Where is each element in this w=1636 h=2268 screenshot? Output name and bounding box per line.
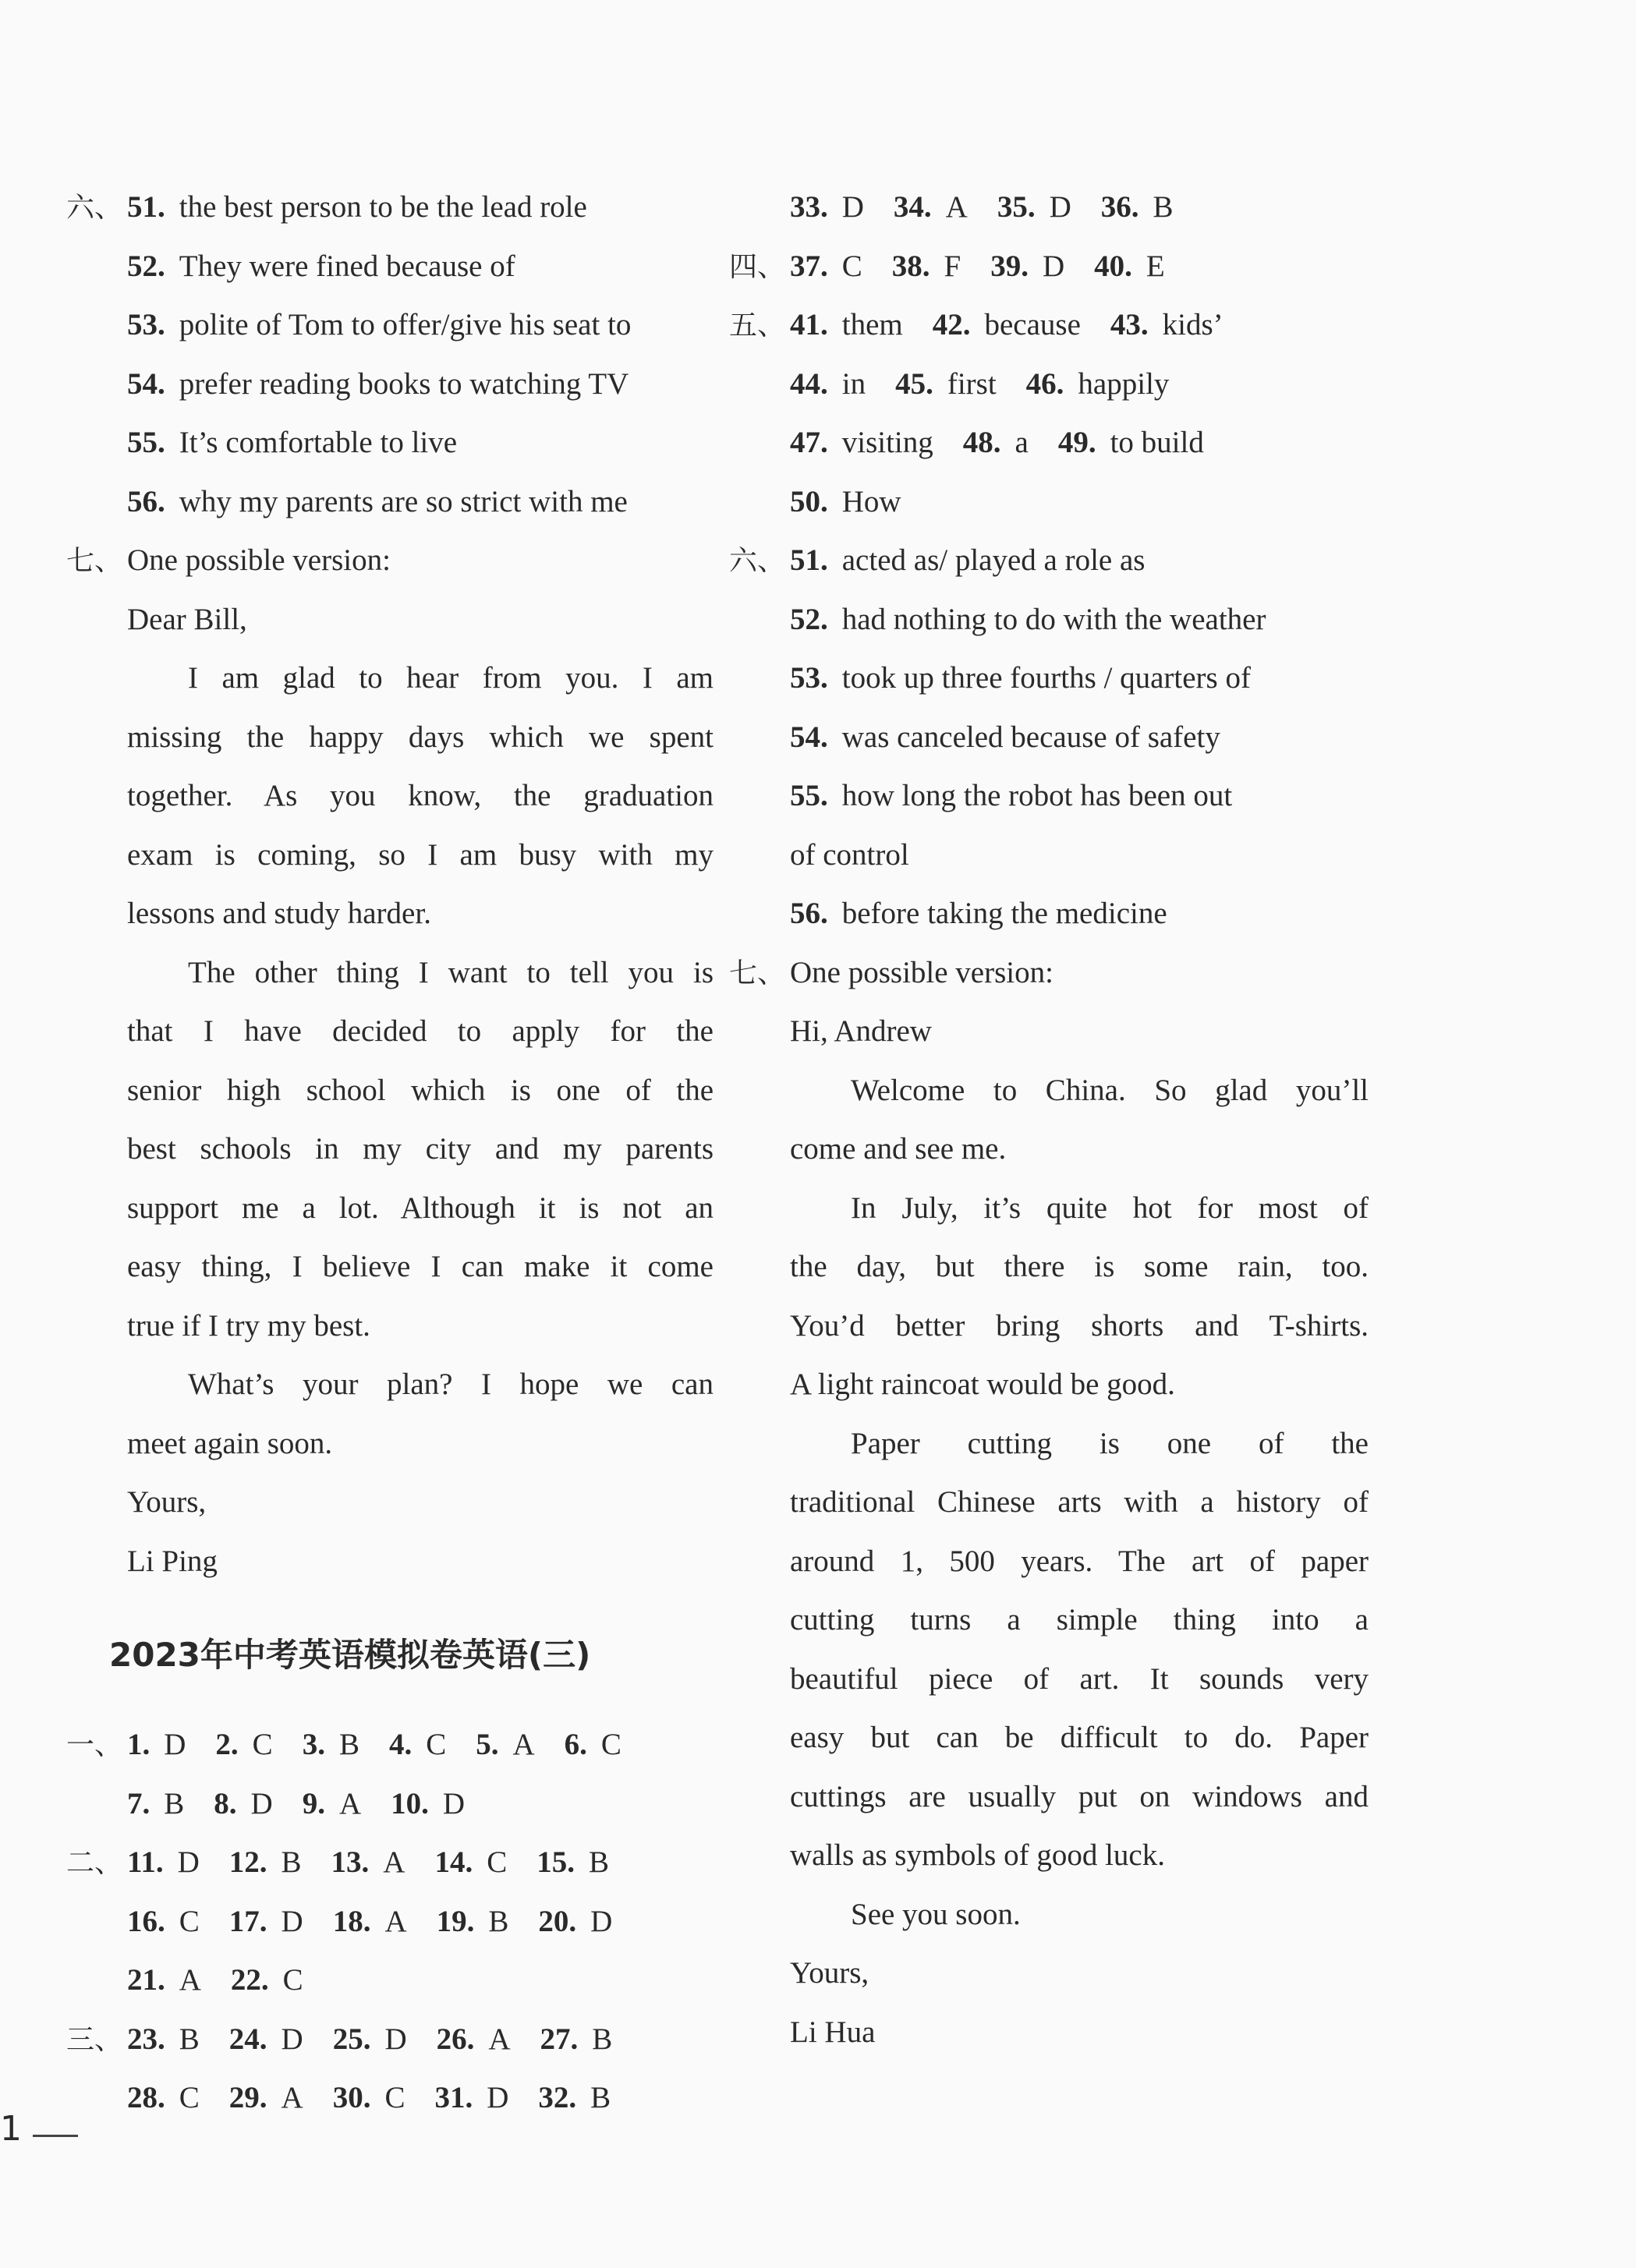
exam-heading: 2023年中考英语模拟卷英语(三) — [109, 1636, 591, 1674]
section-marker: 四、 — [729, 250, 786, 283]
answer-text: before taking the medicine — [841, 897, 1167, 930]
question-number: 13. — [331, 1845, 370, 1879]
letter-line: meet again soon. — [127, 1426, 333, 1460]
question-number: 26. — [436, 2022, 475, 2056]
letter-line: What’s your plan? I hope we can — [188, 1368, 714, 1401]
question-number: 18. — [332, 1904, 371, 1938]
section-marker: 六、 — [729, 545, 786, 577]
answer-value: because — [984, 308, 1081, 341]
question-number: 5. — [476, 1728, 499, 1761]
answer-value: C — [282, 1963, 303, 1997]
answer-value: A — [338, 1786, 362, 1820]
letter-line: true if I try my best. — [127, 1308, 370, 1343]
letter-line: You’d better bring shorts and T-shirts. — [790, 1308, 1369, 1343]
question-number: 3. — [302, 1728, 325, 1761]
answer-value: C — [600, 1728, 621, 1761]
answer-value: A — [384, 1904, 407, 1938]
answer-row — [729, 708, 1369, 767]
answer-value: D — [1042, 249, 1065, 283]
question-number: 22. — [230, 1963, 269, 1997]
question-number: 11. — [127, 1845, 164, 1879]
answer-value: B — [588, 1845, 609, 1879]
answer-row — [66, 178, 714, 237]
letter-line: the day, but there is some rain, too. — [790, 1250, 1369, 1283]
answer-value: A — [383, 1845, 405, 1879]
page-number: 1 — [0, 2109, 22, 2149]
question-number: 28. — [127, 2081, 165, 2114]
letter-line: around 1, 500 years. The art of paper — [790, 1544, 1369, 1578]
answer-row — [66, 237, 714, 296]
question-number: 56. — [127, 484, 165, 518]
question-number: 52. — [790, 602, 828, 636]
answer-value: B — [179, 2022, 200, 2056]
letter-line: exam is coming, so I am busy with my — [127, 837, 714, 872]
question-number: 48. — [962, 426, 1001, 459]
question-number: 27. — [540, 2022, 579, 2056]
question-number: 35. — [997, 190, 1036, 224]
answer-value: B — [164, 1786, 185, 1820]
question-number: 42. — [932, 308, 971, 341]
question-number: 51. — [127, 190, 165, 224]
answer-row — [66, 355, 714, 414]
question-number: 37. — [790, 249, 828, 283]
answer-text: They were fined because of — [179, 249, 515, 283]
question-number: 9. — [302, 1786, 325, 1820]
section-marker: 七、 — [66, 545, 123, 577]
answer-value: A — [512, 1728, 535, 1761]
answer-value: B — [281, 1845, 302, 1879]
question-number: 10. — [391, 1786, 429, 1820]
answer-text: prefer reading books to watching TV — [179, 366, 629, 401]
question-number: 17. — [228, 1904, 267, 1938]
answer-value: D — [841, 190, 864, 224]
letter-line: cutting turns a simple thing into a — [790, 1603, 1369, 1636]
question-number: 50. — [790, 484, 828, 518]
letter-line: See you soon. — [851, 1897, 1021, 1931]
answer-text: of control — [790, 837, 909, 872]
question-number: 51. — [790, 543, 828, 577]
answer-row — [66, 1774, 714, 1834]
answer-row — [729, 178, 1369, 237]
question-number: 19. — [436, 1904, 475, 1938]
question-number: 43. — [1110, 308, 1149, 341]
answer-row — [729, 472, 1369, 532]
answer-row — [66, 1715, 714, 1774]
answer-row — [66, 295, 714, 355]
letter-line: that I have decided to apply for the — [127, 1014, 714, 1048]
letter-closing: Yours, — [127, 1485, 207, 1519]
answer-row — [729, 531, 1369, 590]
answer-value: in — [841, 366, 866, 401]
answer-value: D — [164, 1728, 186, 1761]
right-column — [729, 178, 1369, 2061]
question-number: 30. — [332, 2081, 371, 2114]
answer-text: the best person to be the lead role — [179, 190, 587, 224]
answer-row — [729, 355, 1369, 414]
answer-value: B — [338, 1728, 359, 1761]
question-number: 1. — [127, 1728, 150, 1761]
answer-row — [729, 295, 1369, 355]
section-marker: 三、 — [66, 2023, 123, 2056]
answer-value: F — [944, 249, 961, 283]
answer-value: C — [179, 2081, 200, 2114]
question-number: 53. — [127, 308, 165, 341]
answer-value: C — [252, 1728, 273, 1761]
answer-text: had nothing to do with the weather — [841, 602, 1266, 636]
question-number: 14. — [434, 1845, 473, 1879]
section-marker: 一、 — [66, 1729, 123, 1761]
answer-value: D — [177, 1845, 200, 1879]
question-number: 4. — [388, 1728, 413, 1761]
question-number: 47. — [790, 426, 828, 459]
answer-row — [66, 413, 714, 472]
answer-value: D — [1049, 190, 1071, 224]
sample-version-label — [66, 531, 714, 590]
sample-version-label — [729, 943, 1369, 1003]
answer-text: polite of Tom to offer/give his seat to — [179, 308, 632, 341]
question-number: 55. — [127, 426, 165, 459]
answer-value: B — [1153, 190, 1174, 224]
answer-value: E — [1146, 249, 1165, 283]
answer-value: first — [947, 366, 997, 401]
answer-value: A — [281, 2081, 303, 2114]
question-number: 23. — [127, 2022, 165, 2056]
question-number: 6. — [564, 1728, 587, 1761]
answer-value: happily — [1078, 366, 1170, 401]
answer-row — [729, 766, 1369, 826]
answer-row — [66, 472, 714, 532]
answer-text: It’s comfortable to live — [179, 426, 458, 459]
letter-line: lessons and study harder. — [127, 897, 431, 930]
letter-line: cuttings are usually put on windows and — [790, 1779, 1369, 1813]
answer-value: D — [281, 1904, 303, 1938]
question-number: 55. — [790, 779, 828, 812]
answer-row — [66, 1892, 714, 1951]
letter-line: The other thing I want to tell you is — [188, 955, 714, 989]
answer-value: D — [281, 2022, 303, 2056]
letter-line: In July, it’s quite hot for most of — [851, 1191, 1369, 1225]
answer-value: a — [1015, 426, 1029, 459]
question-number: 8. — [214, 1786, 237, 1820]
letter-line: Welcome to China. So glad you’ll — [851, 1073, 1369, 1107]
answer-row — [66, 2010, 714, 2069]
answer-value: A — [179, 1963, 201, 1997]
answer-value: D — [384, 2022, 407, 2056]
answer-row — [729, 649, 1369, 708]
answer-row — [66, 1951, 714, 2010]
section-marker: 七、 — [729, 957, 786, 989]
question-number: 45. — [895, 366, 933, 401]
mc-answers-left — [66, 1715, 714, 2128]
letter-line: Paper cutting is one of the — [851, 1426, 1369, 1460]
question-number: 53. — [790, 661, 828, 695]
question-number: 52. — [127, 249, 165, 283]
question-number: 29. — [228, 2081, 267, 2114]
question-number: 2. — [215, 1728, 239, 1761]
answer-value: B — [488, 1904, 509, 1938]
left-column — [66, 178, 714, 1590]
letter-line: easy thing, I believe I can make it come — [127, 1250, 714, 1283]
answer-value: C — [841, 249, 862, 283]
section-marker: 五、 — [729, 310, 786, 341]
question-number: 31. — [434, 2081, 473, 2114]
answer-text: took up three fourths / quarters of — [841, 661, 1251, 695]
question-number: 39. — [990, 249, 1029, 283]
letter-closing: Yours, — [790, 1956, 869, 1990]
question-number: 7. — [127, 1786, 150, 1820]
sample-version-text: One possible version: — [790, 955, 1053, 989]
answer-text: why my parents are so strict with me — [179, 484, 628, 518]
sample-version-text: One possible version: — [127, 543, 391, 577]
answer-value: B — [590, 2081, 611, 2114]
letter-line: together. As you know, the graduation — [127, 779, 714, 812]
question-number: 33. — [790, 190, 828, 224]
footer-dash — [33, 2135, 78, 2137]
answer-value: D — [250, 1786, 273, 1820]
letter-line: best schools in my city and my parents — [127, 1132, 714, 1166]
question-number: 38. — [891, 249, 930, 283]
question-number: 56. — [790, 897, 828, 930]
letter-line: support me a lot. Although it is not an — [127, 1191, 714, 1225]
answer-value: C — [179, 1904, 200, 1938]
answer-row — [729, 590, 1369, 649]
section-marker: 六、 — [66, 192, 123, 224]
answer-row — [729, 884, 1369, 943]
question-number: 34. — [893, 190, 932, 224]
letter-line: A light raincoat would be good. — [790, 1368, 1175, 1401]
letter-line: missing the happy days which we spent — [127, 720, 714, 754]
letter-signature: Li Hua — [790, 2015, 876, 2049]
answer-text: how long the robot has been out — [841, 779, 1233, 812]
letter-line: easy but can be difficult to do. Paper — [790, 1721, 1369, 1754]
answer-row — [729, 413, 1369, 472]
answer-value: C — [384, 2081, 405, 2114]
answer-value: to build — [1110, 426, 1204, 459]
answer-row — [729, 826, 1369, 885]
question-number: 12. — [228, 1845, 267, 1879]
answer-value: C — [487, 1845, 508, 1879]
letter-line: beautiful piece of art. It sounds very — [790, 1661, 1369, 1696]
question-number: 25. — [332, 2022, 371, 2056]
letter-line: walls as symbols of good luck. — [790, 1838, 1165, 1872]
answer-value: C — [426, 1728, 447, 1761]
letter-line: come and see me. — [790, 1132, 1007, 1166]
question-number: 16. — [127, 1904, 165, 1938]
letter-signature: Li Ping — [127, 1544, 218, 1578]
answer-value: them — [841, 308, 903, 341]
answer-value: B — [592, 2022, 613, 2056]
question-number: 49. — [1057, 426, 1096, 459]
answer-value: D — [590, 1904, 613, 1938]
answer-value: A — [945, 190, 968, 224]
letter-line: senior high school which is one of the — [127, 1073, 714, 1107]
question-number: 54. — [790, 720, 828, 754]
answer-value: D — [487, 2081, 509, 2114]
letter-greeting: Dear Bill, — [127, 602, 247, 636]
answer-value: A — [488, 2022, 511, 2056]
answer-row — [66, 1833, 714, 1892]
question-number: 41. — [790, 308, 828, 341]
answer-row — [66, 2068, 714, 2128]
question-number: 24. — [228, 2022, 267, 2056]
question-number: 15. — [536, 1845, 575, 1879]
answer-value: kids’ — [1162, 308, 1223, 341]
question-number: 21. — [127, 1963, 165, 1997]
question-number: 44. — [790, 366, 828, 401]
question-number: 20. — [538, 1904, 577, 1938]
question-number: 32. — [538, 2081, 577, 2114]
question-number: 36. — [1100, 190, 1139, 224]
letter-line: I am glad to hear from you. I am — [188, 661, 714, 695]
question-number: 54. — [127, 366, 165, 401]
letter-line: traditional Chinese arts with a history of — [790, 1485, 1369, 1519]
answer-value: D — [442, 1786, 466, 1820]
answer-value: How — [841, 484, 901, 518]
letter-greeting: Hi, Andrew — [790, 1014, 932, 1048]
answer-row — [729, 237, 1369, 296]
answer-value: visiting — [841, 426, 933, 459]
answer-text: was canceled because of safety — [841, 720, 1220, 754]
question-number: 40. — [1094, 249, 1132, 283]
answer-text: acted as/ played a role as — [841, 543, 1146, 577]
section-marker: 二、 — [66, 1847, 123, 1879]
question-number: 46. — [1025, 366, 1064, 401]
